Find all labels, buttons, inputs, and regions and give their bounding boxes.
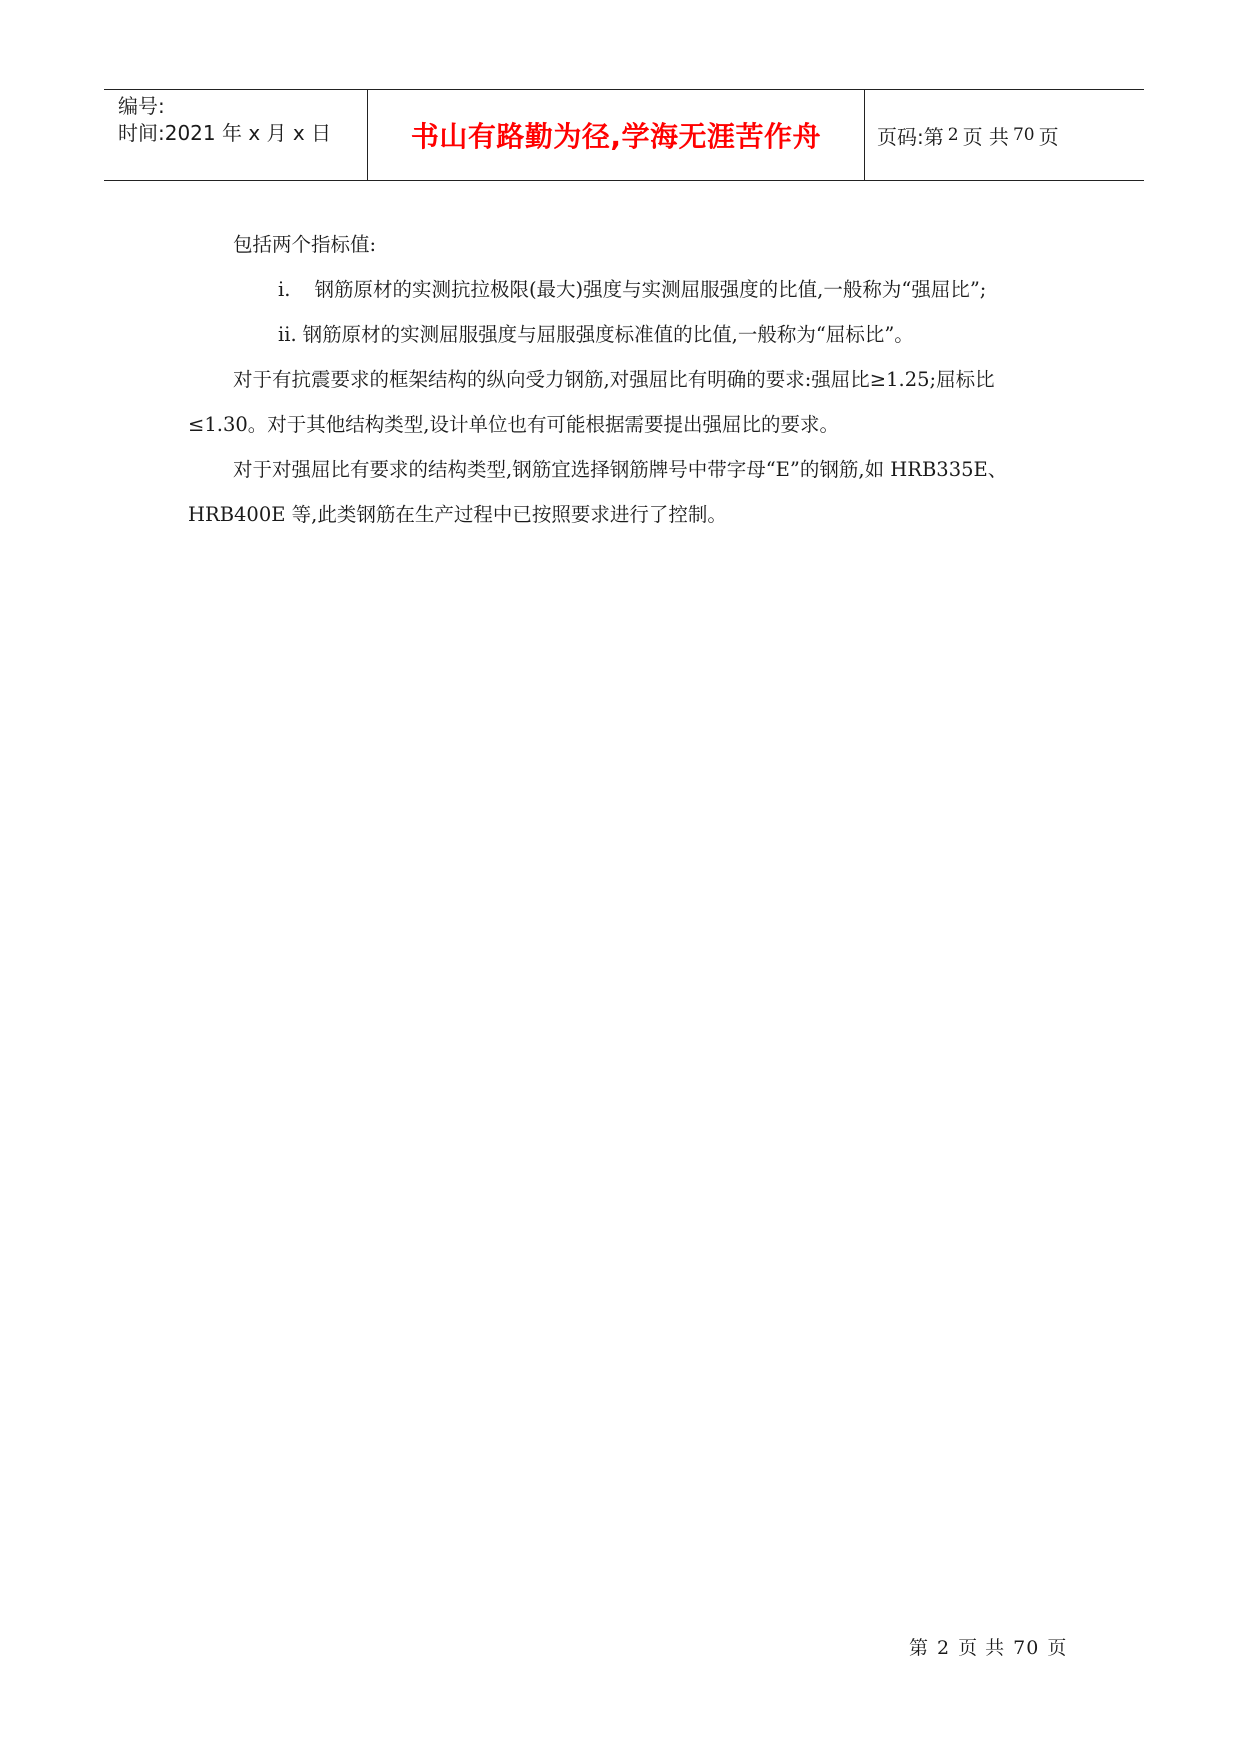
page-suffix: 页 bbox=[1038, 124, 1059, 149]
footer-prefix: 第 bbox=[909, 1637, 930, 1659]
motto-text: 书山有路勤为径,学海无涯苦作舟 bbox=[410, 120, 822, 153]
document-number-label: 编号: bbox=[118, 94, 165, 118]
footer-suffix: 页 bbox=[1047, 1637, 1068, 1659]
footer-mid: 页 共 bbox=[958, 1637, 1006, 1659]
footer-total: 70 bbox=[1013, 1637, 1040, 1659]
header-motto bbox=[368, 90, 865, 180]
page-prefix: 页码:第 bbox=[877, 124, 944, 149]
paragraph-steel-grade: 对于对强屈比有要求的结构类型,钢筋宜选择钢筋牌号中带字母“E”的钢筋,如 HRB335E、HRB400E 等,此类钢筋在生产过程中已按照要求进行了控制。 bbox=[188, 458, 1008, 526]
page-header bbox=[104, 89, 1144, 181]
list-marker: i. bbox=[278, 278, 291, 301]
list-item bbox=[188, 312, 1068, 357]
paragraph-requirements: 对于有抗震要求的框架结构的纵向受力钢筋,对强屈比有明确的要求:强屈比≥1.25;屈标比≤1.30。对于其他结构类型,设计单位也有可能根据需要提出强屈比的要求。 bbox=[188, 368, 995, 436]
list-item bbox=[188, 267, 1068, 312]
list-item-text: 钢筋原材的实测屈服强度与屈服强度标准值的比值,一般称为“屈标比”。 bbox=[302, 323, 914, 346]
list-item-text: 钢筋原材的实测抗拉极限(最大)强度与实测屈服强度的比值,一般称为“强屈比”; bbox=[314, 278, 987, 301]
paragraph-intro: 包括两个指标值: bbox=[233, 233, 377, 256]
page-footer bbox=[905, 1633, 1071, 1660]
header-meta bbox=[104, 90, 368, 180]
document-time-label: 时间:2021 年 x 月 x 日 bbox=[118, 121, 332, 145]
page-current: 2 bbox=[947, 125, 959, 145]
page-total: 70 bbox=[1012, 125, 1035, 145]
header-page-number bbox=[865, 90, 1144, 180]
footer-current: 2 bbox=[937, 1637, 951, 1659]
document-body bbox=[188, 222, 1068, 537]
list-marker: ii. bbox=[278, 323, 297, 346]
page-mid: 页 共 bbox=[962, 124, 1009, 149]
